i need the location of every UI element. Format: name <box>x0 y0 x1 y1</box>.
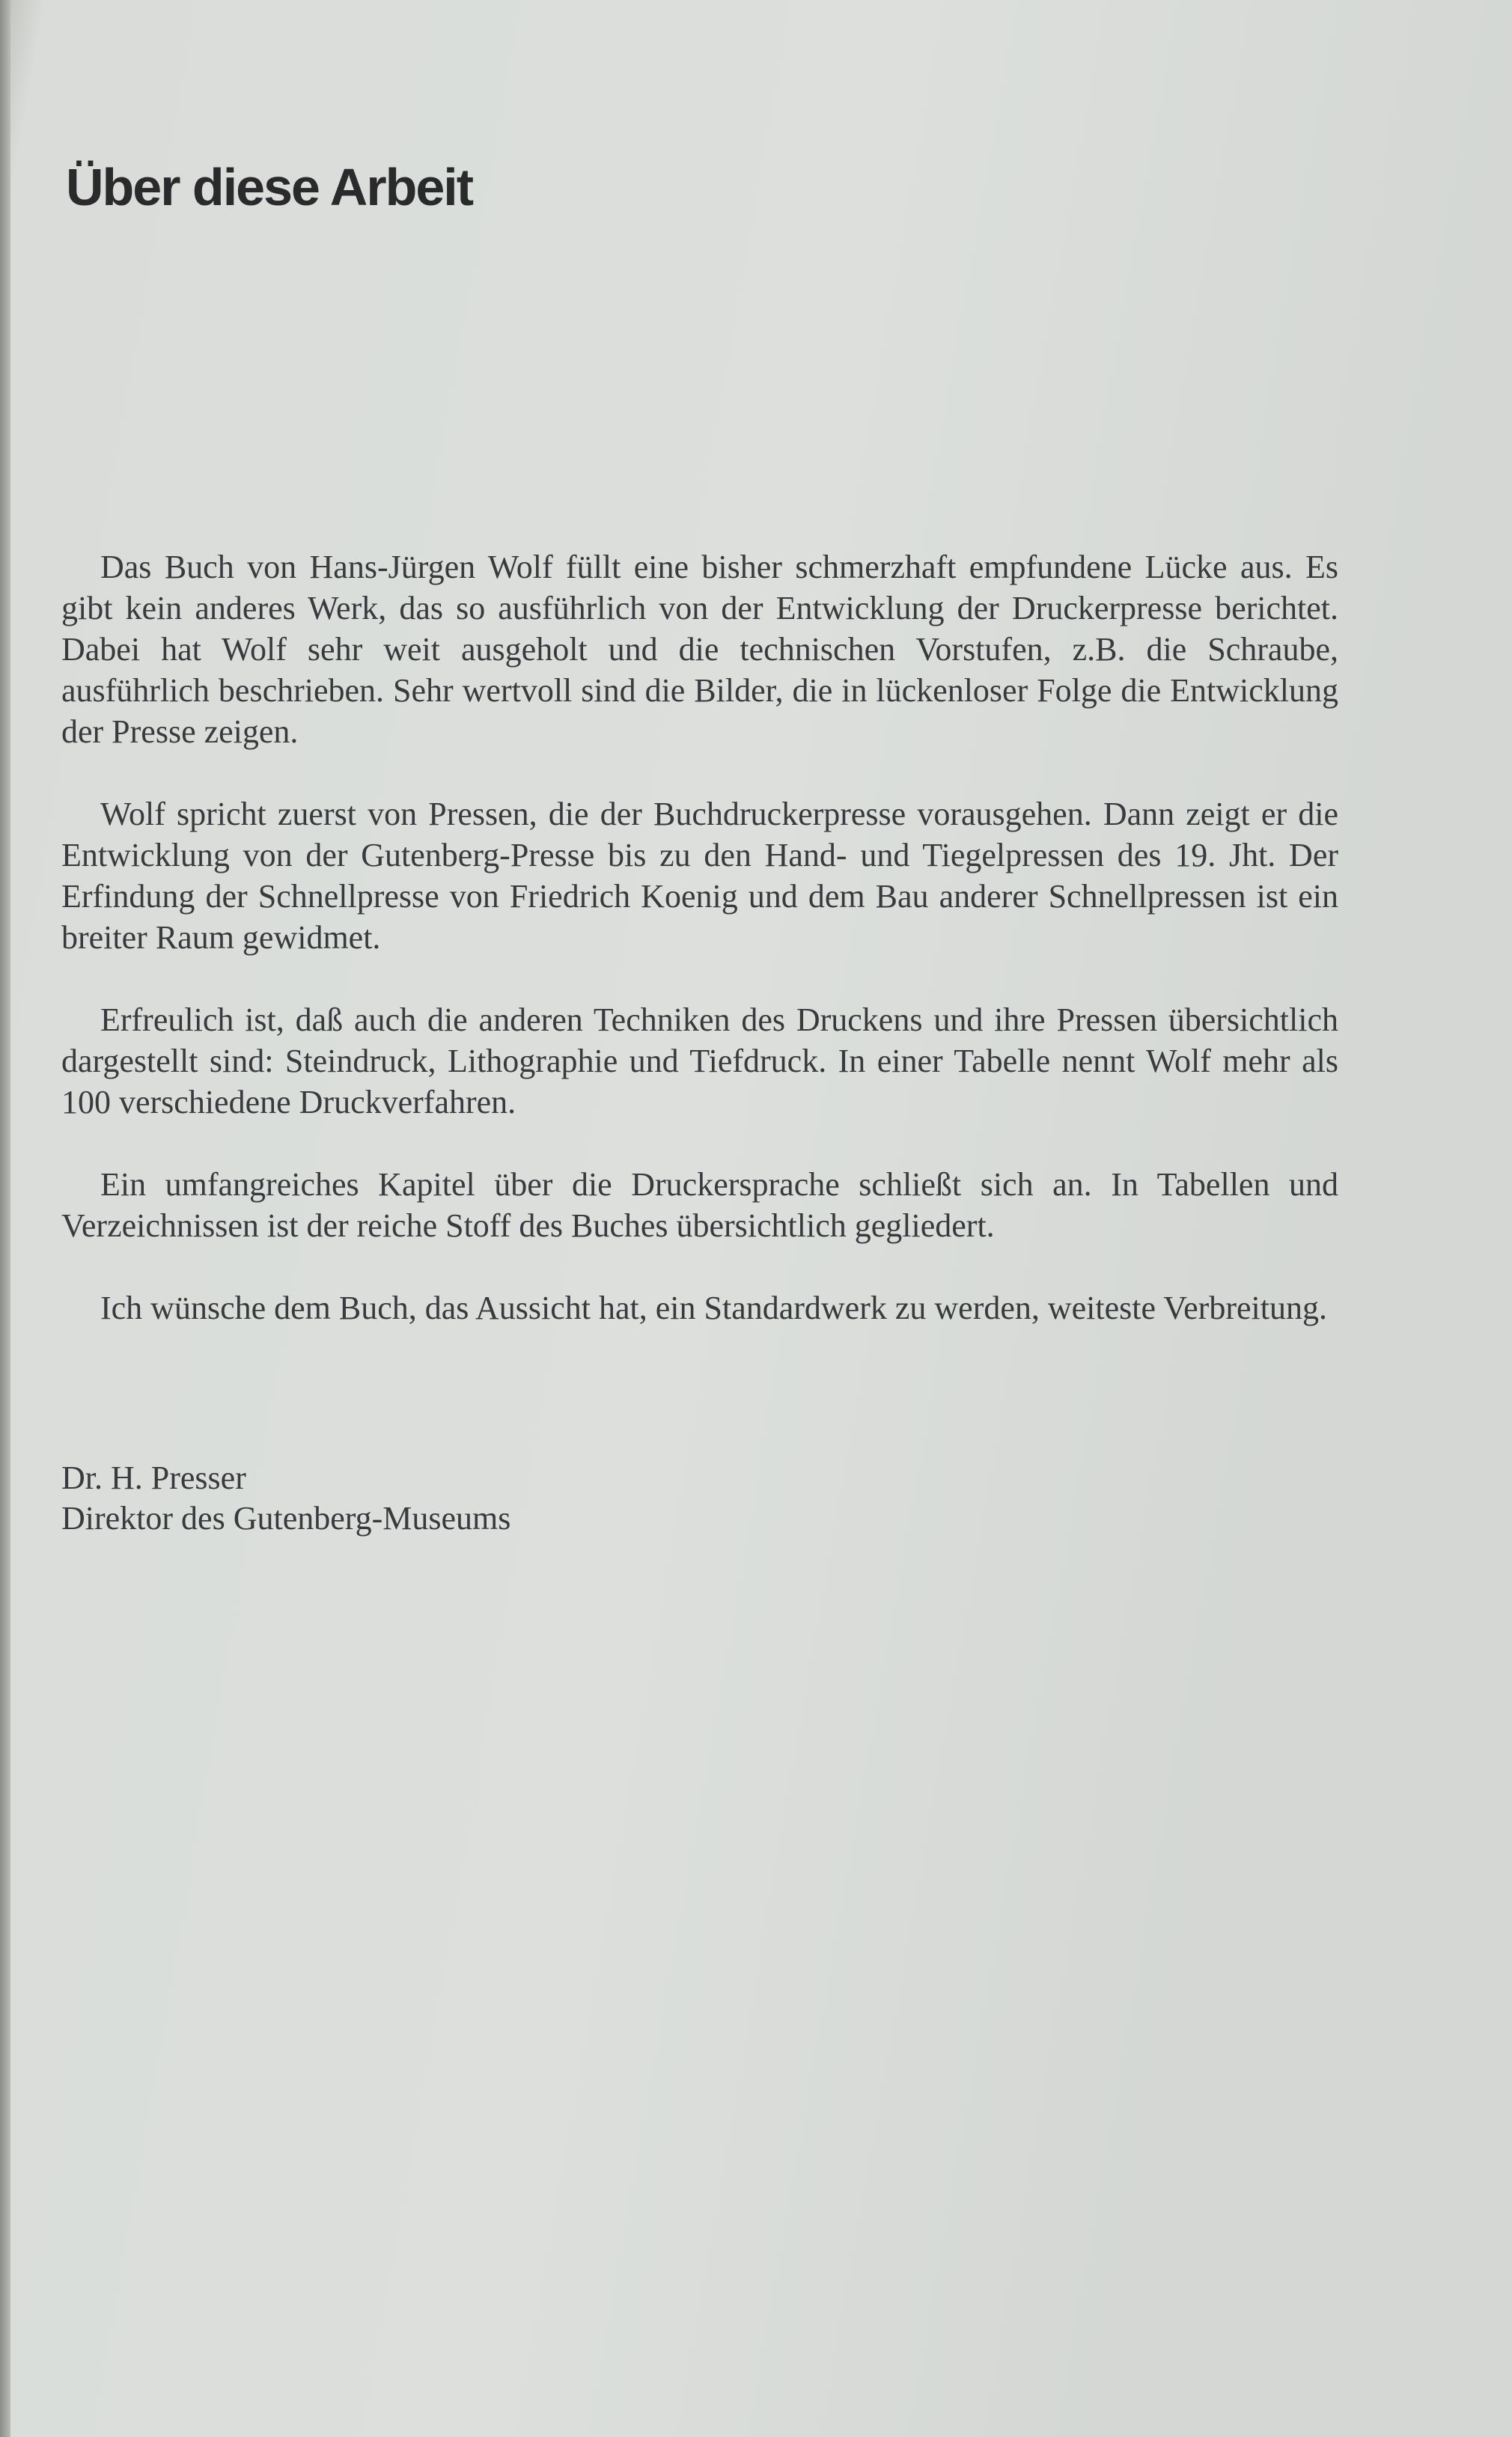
signature-role: Direktor des Gutenberg-Museums <box>61 1500 511 1537</box>
body-text <box>61 546 1338 1370</box>
paragraph-3: Erfreulich ist, daß auch die anderen Techniken des Druckens und ihre Pressen übersichtlich dargestellt sind: Steindruck, Lithographie und Tiefdruck. In einer Tabelle nennt Wolf mehr als 100 verschiedene Druckverfahren. <box>61 1001 1338 1120</box>
page-title: Über diese Arbeit <box>66 158 473 216</box>
paragraph-5: Ich wünsche dem Buch, das Aussicht hat, ein Standardwerk zu werden, weiteste Verbreitung. <box>100 1290 1327 1326</box>
paragraph-4: Ein umfangreiches Kapitel über die Druckersprache schließt sich an. In Tabellen und Verzeichnissen ist der reiche Stoff des Buches übersichtlich gegliedert. <box>61 1166 1338 1244</box>
paragraph-1: Das Buch von Hans-Jürgen Wolf füllt eine bisher schmerzhaft empfundene Lücke aus. Es gibt kein anderes Werk, das so ausführlich von der Entwicklung der Druckerpresse berichtet. Dabei hat Wolf sehr weit ausgeholt und die technischen Vorstufen, z.B. die Schraube, ausführlich beschrieben. Sehr wertvoll sind die Bilder, die in lückenloser Folge die Entwicklung der Presse zeigen. <box>61 549 1338 750</box>
spine-shadow <box>0 0 10 2437</box>
signature-name: Dr. H. Presser <box>61 1460 246 1496</box>
signature <box>61 1458 510 1539</box>
paragraph-2: Wolf spricht zuerst von Pressen, die der Buchdruckerpresse vorausgehen. Dann zeigt er die Entwicklung von der Gutenberg-Presse bis zu den Hand- und Tiegelpressen des 19. Jht. Der Erfindung der Schnellpresse von Friedrich Koenig und dem Bau anderer Schnellpressen ist ein breiter Raum gewidmet. <box>61 796 1338 956</box>
